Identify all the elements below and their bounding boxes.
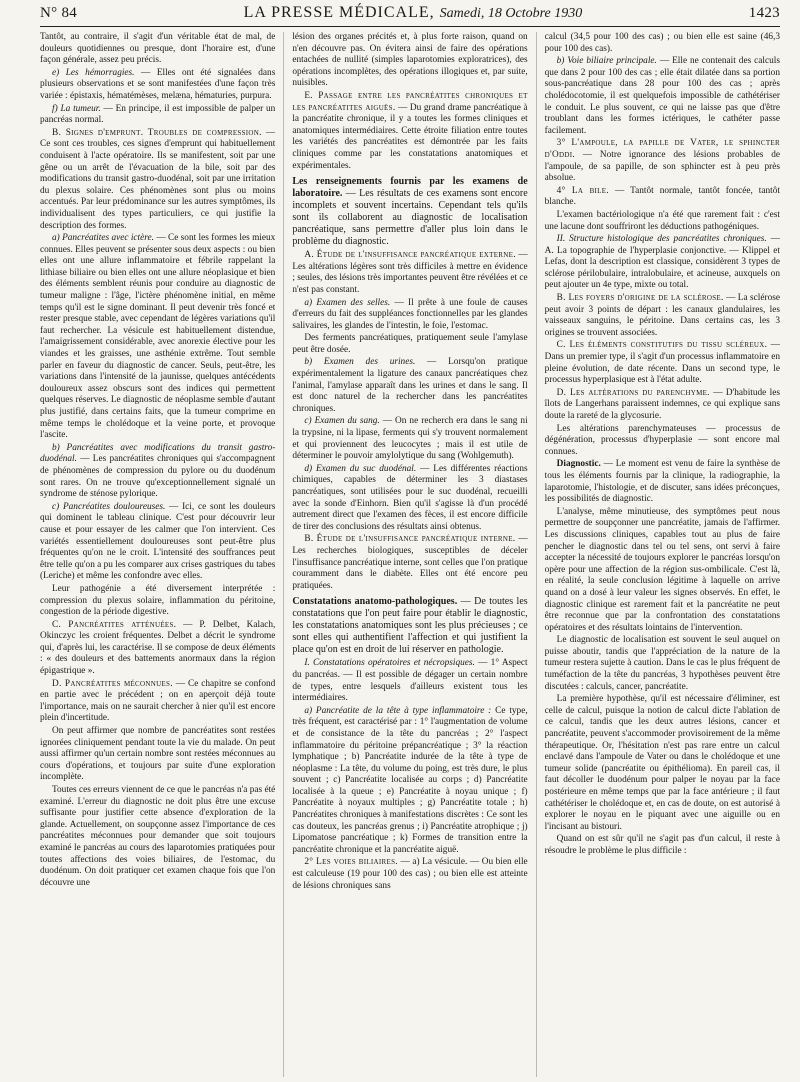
- paragraph: C. Les éléments constitutifs du tissu scléreux. — Dans un premier type, il s'agit d'un processus inflammatoire en pleine évolution, de date récente. Dans un second type, le processus hyperplasique est à l'état adulte.: [544, 340, 780, 386]
- section-heading: Les renseignements fournis par les examens de laboratoire. — Les résultats de ces examens sont encore incomplets et souvent incertains. Cependant tels qu'ils sont ils collaborent au diagnostic de localisation pancréatique, sans permettre d'aller plus loin dans le problème du diagnostic.: [292, 176, 528, 248]
- paragraph: Des ferments pancréatiques, pratiquement seule l'amylase peut être dosée.: [292, 333, 528, 355]
- page-header: [40, 2, 780, 24]
- paragraph: C. Pancréatites atténuées. — P. Delbet, Kalach, Okinczyc les croient fréquentes. Delbet a décrit le syndrome qui, d'après lui, les caractérise. Il se compose de deux éléments : « des douleurs et des battements anormaux dans la région épigastrique ».: [40, 619, 276, 677]
- journal-name: LA PRESSE MÉDICALE,: [243, 4, 435, 21]
- paragraph: Le diagnostic de localisation est souvent le seul auquel on puisse aboutir, tandis que l'appréciation de la nature de la tumeur restera sujette à caution. Dans le cas le plus fréquent de tuméfaction de la tête du pancréas, 3 hypothèses peuvent être discutées : calculs, cancer, pancréatite.: [544, 635, 780, 692]
- paragraph: Toutes ces erreurs viennent de ce que le pancréas n'a pas été examiné. L'erreur du diagnostic ne doit plus être une excuse suffisante pour justifier cette absence d'exploration de la glande. Actuellement, on soupçonne assez l'importance de ces pancréatites méconnues pour demander que soit toujours examiné le pancréas au cours des laparotomies pratiquées pour toutes affections des voies biliaires, de l'estomac, du duodénum. On doit pratiquer cet examen chaque fois que l'on découvre une: [40, 785, 276, 888]
- paragraph: c) Pancréatites douloureuses. — Ici, ce sont les douleurs qui dominent le tableau clinique. C'est pour découvrir leur cause et pour essayer de les calmer que l'on intervient. Ces variétés essentiellement douloureuses sont peut-être plus fréquentes qu'on ne le croit. L'intensité des souffrances peut être telle qu'on a pu les comparer aux crises gastriques du tabes (Leriche) et même les confondre avec elles.: [40, 501, 276, 582]
- page-number: 1423: [748, 4, 780, 21]
- paragraph: a) Pancréatites avec ictère. — Ce sont les formes les mieux connues. Elles peuvent se présenter sous deux aspects : ou bien elles ont une allure inflammatoire et fébrile rappelant la lithiase biliaire ou bien elles ont une allure néoplasique et bien des éléments semblent réunis pour conduire au diagnostic de tumeur maligne : l'âge, l'ictère phénomène initial, en même temps qu'il est le signe dominant. Il peut devenir très foncé et rester presque stable, avec cependant de légères variations qu'il faut rechercher. La vésicule est habituellement distendue, l'amaigrissement considérable, avec anorexie élective pour les viandes et les graisses, une asthénie extrême. Tout semble parler en faveur du diagnostic de cancer. Seuls, peut-être, les variations dans l'intensité de la jaunisse, quelques antécédents douloureux assez obscurs sont des indices qui permettent quelques réserves. Le diagnostic de néoplasme semble d'autant plus justifié, dans certains faits, que la tumeur comprime en même temps le cholédoque et la veine porte, et provoque l'ascite.: [40, 233, 276, 441]
- paragraph: Les altérations parenchymateuses — processus de dégénération, processus d'hyperplasie — sont encore mal connues.: [544, 423, 780, 457]
- header-rule: [40, 26, 780, 27]
- paragraph: c) Examen du sang. — On ne recherch era dans le sang ni la trypsine, ni la lipase, ferments qui s'y trouvent normalement et qui proviennent des leucocytes ; mais il est utile de déterminer le pouvoir amylolytique du sang (Wohlgemuth).: [292, 416, 528, 462]
- paragraph: D. Les altérations du parenchyme. — D'habitude les îlots de Langerhans paraissent indemnes, ce qui explique sans doute la rareté de la glycosurie.: [544, 387, 780, 421]
- paragraph: b) Pancréatites avec modifications du transit gastro-duodénal. — Les pancréatites chroniques qui s'accompagnent de phénomènes de compression du pylore ou du duodénum sont rares. On ne trouve qu'exceptionnellement signalé un syndrome de sténose pylorique.: [40, 442, 276, 500]
- paragraph: e) Les hémorragies. — Elles ont été signalées dans plusieurs observations et se sont manifestées d'une façon très variée : épistaxis, hématémèses, melæna, hématuries, purpura.: [40, 67, 276, 101]
- paragraph: 4° La bile. — Tantôt normale, tantôt foncée, tantôt blanche.: [544, 185, 780, 208]
- paragraph: b) Examen des urines. — Lorsqu'on pratique expérimentalement la ligature des canaux pancréatiques chez l'animal, l'amylase apparaît dans les urines et dans le sang. Il est donc naturel de la rechercher dans les pancréatites chroniques.: [292, 357, 528, 414]
- paragraph: II. Structure histologique des pancréatites chroniques. — A. La topographie de l'hyperplasie conjonctive. — Klippel et Lefas, dont la description est classique, considèrent 3 types de sclérose périlobulaire, intralobulaire, et acineuse, auxquels on peut ajouter un 4e type, mixte ou total.: [544, 234, 780, 291]
- paragraph: L'analyse, même minutieuse, des symptômes peut nous permettre de soupçonner une pancréatite, jamais de l'affirmer. Les discussions cliniques, capables tout au plus de faire pencher le diagnostic dans tel ou tel sens, ont servi à faire accepter la nécessité de toujours explorer le pancréas lorsqu'on opère pour une affection de la région sus-ombilicale. C'est là, en réalité, la seule conclusion légitime à laquelle on arrive quand on a dosé à leur valeur les signes observés. En effet, le diagnostic clinique est rarement fait et la pancréatite ne peut être reconnue que par la confrontation des constatations opératoires et des résultats lointains de l'intervention.: [544, 506, 780, 633]
- column-3: [536, 32, 780, 1077]
- column-1: [40, 32, 275, 1077]
- paragraph: Diagnostic. — Le moment est venu de faire la synthèse de tous les éléments fournis par la clinique, la radiographie, la laparotomie, l'histologie, et de discuter, sans idées préconçues, les possibilités de diagnostic.: [544, 459, 780, 505]
- paragraph: I. Constatations opératoires et nécropsiques. — 1° Aspect du pancréas. — Il est possible de dégager un certain nombre de types, entre lesquels d'ailleurs existent tous les intermédiaires.: [292, 658, 528, 704]
- paragraph: Leur pathogénie a été diversement interprétée : compression du plexus solaire, inflammation du péritoine, congestion de la période digestive.: [40, 583, 276, 618]
- paragraph: Quand on est sûr qu'il ne s'agit pas d'un calcul, il reste à résoudre le problème le plus difficile :: [544, 834, 780, 856]
- journal-title: [244, 4, 583, 22]
- paragraph: 2° Les voies biliaires. — a) La vésicule. — Ou bien elle est calculeuse (19 pour 100 des cas) ; ou bien elle est atteinte de lésions chroniques sans: [292, 857, 528, 891]
- paragraph: f) La tumeur. — En principe, il est impossible de palper un pancréas normal.: [40, 103, 276, 126]
- paragraph: On peut affirmer que nombre de pancréatites sont restées ignorées cliniquement pendant toute la vie du malade. On peut aussi affirmer qu'un certain nombre sont restées méconnues au cours d'opérations, et toujours par suite d'une exploration incomplète.: [40, 726, 276, 783]
- column-2: [283, 32, 527, 1077]
- section-heading: Constatations anatomo-pathologiques. — De toutes les constatations que l'on peut faire pour établir le diagnostic, les constatations anatomiques sont les plus précieuses ; ce sont elles qui authentifient l'affection et qui justifient la place qu'on est en droit de lui réserver en pathologie.: [292, 596, 528, 656]
- paragraph: B. Les foyers d'origine de la sclérose. — La sclérose peut avoir 3 points de départ : les canaux glandulaires, les vaisseaux sanguins, le péritoine. Dans certains cas, les 3 origines se trouvent associées.: [544, 293, 780, 338]
- article-columns: [40, 32, 780, 1077]
- paragraph: A. Étude de l'insuffisance pancréatique externe. — Les altérations légères sont très difficiles à mettre en évidence ; seules, des lésions très importantes peuvent être révélées et ce n'est pas constant.: [292, 250, 528, 295]
- paragraph: calcul (34,5 pour 100 des cas) ; ou bien elle est saine (46,3 pour 100 des cas).: [544, 32, 780, 54]
- paragraph: b) Voie biliaire principale. — Elle ne contenait des calculs que dans 2 pour 100 des cas ; elle était dilatée dans sa portion sous-pancréatique dans 28 pour 100 des cas ; après cholédocotomie, il est quelquefois impossible de cathétériser le conduit. Le plus souvent, ce qui ne laisse pas que d'être troublant dans les formes ictériques, le cathéter passe facilement.: [544, 56, 780, 136]
- paragraph: 3° L'ampoule, la papille de Vater, le sphincter d'Oddi. — Notre ignorance des lésions probables de l'ampoule, de sa papille, de son sphincter est à peu près absolue.: [544, 138, 780, 184]
- paragraph: D. Pancréatites méconnues. — Ce chapitre se confond en partie avec le précédent ; on en aperçoit déjà toute l'importance, mais on ne saurait chercher à nier qu'il est encore plein d'incertitude.: [40, 678, 276, 724]
- paragraph: a) Examen des selles. — Il prête à une foule de causes d'erreurs du fait des suppléances fonctionnelles par les glandes salivaires, les glandes de l'intestin, le foie, l'estomac.: [292, 297, 528, 331]
- paragraph: d) Examen du suc duodénal. — Les différentes réactions chimiques, capables de déterminer les 3 diastases pancréatiques, sont utilisées pour le suc duodénal, recueilli avec la sonde d'Einhorn. Bien qu'il s'agisse là d'un procédé autrement direct que l'examen des fèces, il est encore difficile de tirer des conclusions des résultats ainsi obtenus.: [292, 463, 528, 532]
- paragraph: E. Passage entre les pancréatites chroniques et les pancréatites aiguës. — Du grand drame pancréatique à la pancréatite chronique, il y a toutes les formes cliniques et anatomiques intermédiaires. Cette étroite filiation entre toutes les variétés des pancréatites est démontrée par les faits cliniques comme par les constatations anatomiques et expérimentales.: [292, 90, 528, 171]
- paragraph: La première hypothèse, qu'il est nécessaire d'éliminer, est celle de calcul, puisque la notion de calcul dicte l'ablation de ce calcul, tandis que les deux autres lésions, cancer et pancréatite, peuvent s'accommoder provisoirement de la même thérapeutique. Or, l'hésitation n'est pas rare entre un calcul enclavé dans l'ampoule de Vater ou dans le cholédoque et une tumeur solide (pancréatite ou épithélioma). En pareil cas, il faut décoller le duodénum pour palper le noyau par la face postérieure en même temps que par la face antérieure ; il faut cathétériser le cholédoque et, en cas de doute, on est autorisé à explorer le noyau en le piquant avec une aiguille ou en l'incisant au bistouri.: [544, 694, 780, 832]
- paragraph: L'examen bactériologique n'a été que rarement fait : c'est une lacune dont souffriront les déductions pathogéniques.: [544, 209, 780, 232]
- paragraph: a) Pancréatite de la tête à type inflammatoire : Ce type, très fréquent, est caractérisé par : 1° l'augmentation de volume et de consistance de la tête du pancréas ; 2° l'aspect inflammatoire du péritoine prépancréatique ; 3° la réaction lymphatique ; b) Pancréatite indurée de la tête à type de néoplasme : La tête, du volume du poing, est très dure, le plus souvent ; c) Pancréatite localisée au corps ; d) Pancréatite localisée à la queue ; e) Pancréatite à noyau unique ; f) Pancréatite à noyaux multiples ; g) Pancréatite totale ; h) Pancréatites chroniques à manifestations discrètes : Ce sont les cas douteux, les pancréas grenus ; i) Pancréatite atrophique ; j) Lipomatose pancréatique ; k) Formes de transition entre la pancréatite chronique et la pancréatite aiguë.: [292, 705, 528, 855]
- issue-date: Samedi, 18 Octobre 1930: [439, 6, 583, 21]
- paragraph: B. Étude de l'insuffisance pancréatique interne. — Les recherches biologiques, susceptibles de déceler l'insuffisance pancréatique interne, sont celles que l'on pratique couramment dans le diabète. Elles ont été encore peu pratiquées.: [292, 534, 528, 591]
- paragraph: B. Signes d'emprunt. Troubles de compression. — Ce sont ces troubles, ces signes d'emprunt qui habituellement conduisent à l'acte opératoire. Ils se manifestent, soit par une gêne ou un arrêt de l'évacuation de la bile, soit par des modifications du transit gastro-duodénal, soit par une irritation du plexus solaire. Ces phénomènes sont plus ou moins accentués. Par leur prédominance sur les autres symptômes, ils individualisent des types particuliers, ce qui justifie la description des formes.: [40, 127, 276, 231]
- paragraph: lésion des organes précités et, à plus forte raison, quand on n'en découvre pas. On évitera ainsi de faire des opérations entachées de nullité (simples laparotomies exploratrices), des opérations incomplètes, des opérations illogiques et, par suite, nuisibles.: [292, 32, 528, 89]
- paragraph: Tantôt, au contraire, il s'agit d'un véritable état de mal, de douleurs quotidiennes ou presque, dont l'horaire est, d'une façon générale, assez peu précis.: [40, 32, 276, 66]
- issue-number: N° 84: [40, 4, 78, 21]
